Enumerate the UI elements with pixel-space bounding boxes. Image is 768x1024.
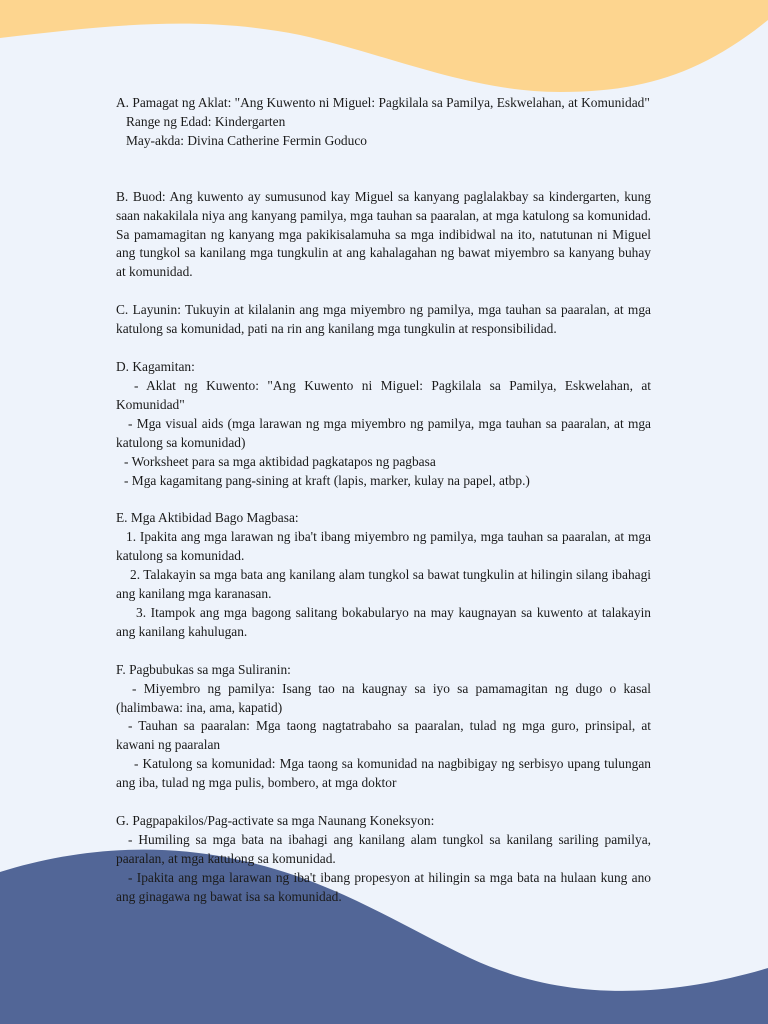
document-body — [116, 94, 651, 907]
list-item: - Miyembro ng pamilya: Isang tao na kaugnay sa iyo sa pamamagitan ng dugo o kasal (halimbawa: ina, ama, kapatid) — [116, 680, 651, 715]
list-item: - Worksheet para sa mga aktibidad pagkatapos ng pagbasa — [124, 453, 436, 469]
list-item: - Katulong sa komunidad: Mga taong sa komunidad na nagbibigay ng serbisyo upang tulungan ang iba, tulad ng mga pulis, bombero, at mga doktor — [116, 756, 651, 791]
list-item: 3. Itampok ang mga bagong salitang bokabularyo na may kaugnayan sa kuwento at talakayin ang kanilang kahulugan. — [116, 604, 651, 639]
list-item: - Humiling sa mga bata na ibahagi ang kanilang alam tungkol sa kanilang sariling pamilya, paaralan, at mga katulong sa komunidad. — [116, 832, 651, 866]
section-c — [116, 301, 651, 339]
list-item: - Ipakita ang mga larawan ng iba't ibang propesyon at hilingin sa mga bata na hulaan kung ano ang ginagawa ng bawat isa sa komunidad. — [116, 869, 651, 904]
top-wave-shape — [0, 0, 768, 92]
section-d — [116, 358, 651, 490]
list-item: - Tauhan sa paaralan: Mga taong nagtatrabaho sa paaralan, tulad ng mga guro, prinsipal, at kawani ng paaralan — [116, 718, 651, 753]
section-e — [116, 509, 651, 641]
list-item: - Aklat ng Kuwento: "Ang Kuwento ni Miguel: Pagkilala sa Pamilya, Eskwelahan, at Komunidad" — [116, 377, 651, 412]
age-range: Range ng Edad: Kindergarten — [126, 113, 286, 129]
section-heading: D. Kagamitan: — [116, 359, 195, 375]
section-heading: E. Mga Aktibidad Bago Magbasa: — [116, 510, 299, 526]
list-item: 1. Ipakita ang mga larawan ng iba't ibang miyembro ng pamilya, mga tauhan sa paaralan, at mga katulong sa komunidad. — [116, 529, 651, 564]
objective-text: C. Layunin: Tukuyin at kilalanin ang mga miyembro ng pamilya, mga tauhan sa paaralan, at mga katulong sa komunidad, pati na rin ang kanilang mga tungkulin at responsibilidad. — [116, 302, 651, 337]
section-a — [116, 94, 651, 151]
section-b — [116, 188, 651, 283]
list-item: - Mga kagamitang pang-sining at kraft (lapis, marker, kulay na papel, atbp.) — [124, 472, 530, 488]
list-item: 2. Talakayin sa mga bata ang kanilang alam tungkol sa bawat tungkulin at hilingin silang ibahagi ang kanilang mga karanasan. — [116, 567, 651, 602]
section-heading: F. Pagbubukas sa mga Suliranin: — [116, 661, 291, 677]
section-heading: G. Pagpapakilos/Pag-activate sa mga Naunang Koneksyon: — [116, 813, 435, 829]
summary-text: B. Buod: Ang kuwento ay sumusunod kay Miguel sa kanyang paglalakbay sa kindergarten, kung saan nakakilala niya ang kanyang pamilya, mga tauhan sa paaralan, at mga katulong sa komunidad. Sa pamamagitan ng kanyang mga pakikisalamuha sa mga indibidwal na ito, natutunan ni Miguel ang tungkol sa kanilang mga tungkulin at ang kahalagahan ng bawat miyembro sa kanyang buhay at komunidad. — [116, 188, 651, 280]
section-g — [116, 812, 651, 907]
section-f — [116, 661, 651, 793]
book-title: A. Pamagat ng Aklat: "Ang Kuwento ni Miguel: Pagkilala sa Pamilya, Eskwelahan, at Komunidad" — [116, 95, 650, 110]
author: May-akda: Divina Catherine Fermin Goduco — [126, 132, 367, 148]
list-item: - Mga visual aids (mga larawan ng mga miyembro ng pamilya, mga tauhan sa paaralan, at mga katulong sa komunidad) — [116, 415, 651, 450]
